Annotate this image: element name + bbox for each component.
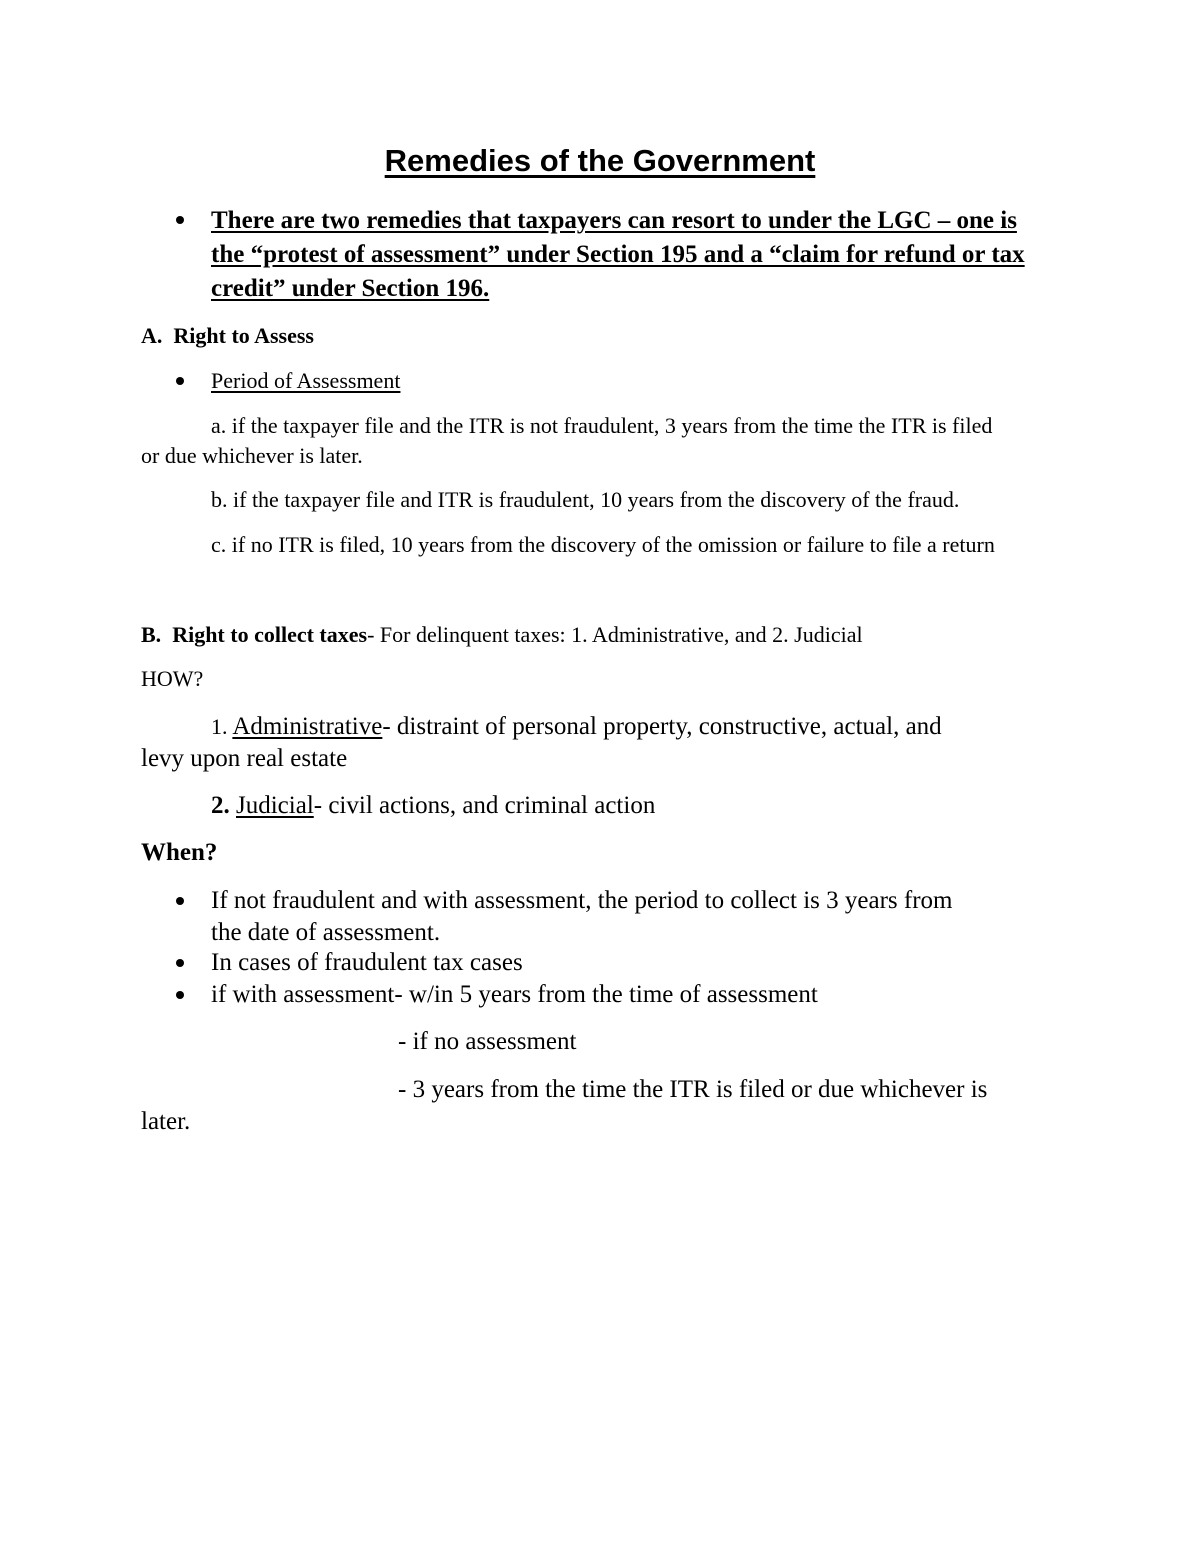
section-b-heading: B. Right to collect taxes- For delinquent taxes: 1. Administrative, and 2. Judicial: [141, 622, 863, 647]
bullet-dot: [176, 991, 184, 999]
when-bullet-3: if with assessment- w/in 5 years from the time of assessment: [211, 981, 818, 1008]
assessment-item-c: c. if no ITR is filed, 10 years from the discovery of the omission or failure to file a return: [211, 532, 995, 557]
period-of-assessment: Period of Assessment: [211, 368, 401, 393]
section-a-heading: A. Right to Assess: [141, 323, 314, 348]
when-bullet-2: In cases of fraudulent tax cases: [211, 949, 523, 976]
three-years-line: - 3 years from the time the ITR is filed or due whichever is later.: [141, 1076, 988, 1135]
bullet-dot: [176, 897, 184, 905]
when-label: When?: [141, 839, 218, 866]
judicial-remedy: 2. Judicial- civil actions, and criminal action: [211, 792, 656, 819]
assessment-item-b: b. if the taxpayer file and ITR is fraudulent, 10 years from the discovery of the fraud.: [211, 487, 960, 512]
bullet-dot: [176, 377, 184, 385]
when-bullet-1: If not fraudulent and with assessment, the period to collect is 3 years from the date of assessment.: [211, 887, 953, 946]
bullet-dot: [176, 959, 184, 967]
how-label: HOW?: [141, 666, 204, 691]
assessment-item-a: a. if the taxpayer file and the ITR is not fraudulent, 3 years from the time the ITR is filed or due whichever is later.: [141, 413, 993, 468]
bullet-dot: [176, 216, 184, 224]
intro-paragraph: There are two remedies that taxpayers can resort to under the LGC – one is the “protest of assessment” under Section 195 and a “claim for refund or tax credit” under Section 196.: [211, 207, 1025, 302]
administrative-remedy: 1. Administrative- distraint of personal property, constructive, actual, and levy upon real estate: [141, 713, 942, 772]
page-title: Remedies of the Government: [384, 143, 816, 178]
no-assessment-line: - if no assessment: [398, 1028, 577, 1055]
